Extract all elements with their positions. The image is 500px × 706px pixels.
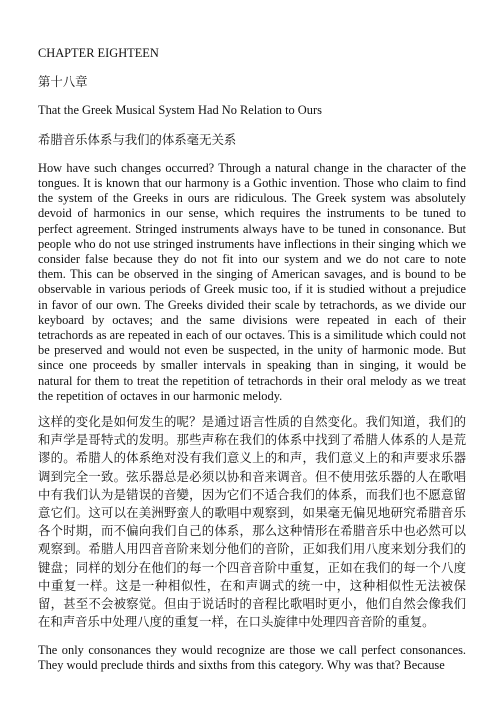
paragraph-1-zh: 这样的变化是如何发生的呢？是通过语言性质的自然变化。我们知道，我们的和声学是哥特式的发明。那些声称在我们的体系中找到了希腊人体系的人是荒谬的。希腊人的体系绝对没有我们意义上的和声，我们意义上的和声要求乐器调到完全一致。弦乐器总是必须以协和音来调音。但不使用弦乐器的人在歌唱中有我们认为是错误的音變，因为它们不适合我们的体系，而我们也不愿意留意它们。这可以在美洲野蛮人的歌唱中观察到，如果毫无偏见地研究希腊音乐各个时期，而不偏向我们自己的体系，那么这种情形在希腊音乐中也必然可以观察到。希腊人用四音音阶来划分他们的音阶，正如我们用八度来划分我们的键盘；同样的划分在他们的每一个四音音阶中重复，正如在我们的每一个八度中重复一样。这是一种相似性，在和声调式的统一中，这种相似性无法被保留，甚至不会被察觉。但由于说话时的音程比歌唱时更小，他们自然会像我们在和声音乐中处理八度的重复一样，在口头旋律中处理四音音阶的重复。 (38, 414, 466, 630)
paragraph-2-en: The only consonances they would recognize are those we call perfect consonances. They would preclude thirds and sixths from this category. Why was that? Because (38, 642, 466, 672)
chapter-title-en: That the Greek Musical System Had No Relation to Ours (38, 103, 322, 118)
paragraph-1-en: How have such changes occurred? Through a natural change in the character of the tongues. It is known that our harmony is a Gothic invention. Those who claim to find the system of the Greeks in ours are ridiculous. The Greek system was absolutely devoid of harmonics in our sense, which requires the instruments to be tuned to perfect agreement. Stringed instruments always have to be tuned in consonance. But people who do not use stringed instruments have inflections in their singing which we consider false because they do not fit into our system and we do not care to note them. This can be observed in the singing of American savages, and is bound to be observable in various periods of Greek music too, if it is studied without a prejudice in favor of our own. The Greeks divided their scale by tetrachords, as we divide our keyboard by octaves; and the same divisions were repeated in each of their tetrachords as are repeated in each of our octaves. This is a similitude which could not be preserved and would not even be suspected, in the unity of harmonic mode. But since one proceeds by smaller intervals in speaking than in singing, it would be natural for them to treat the repetition of tetrachords in their oral melody as we treat the repetition of octaves in our harmonic melody. (38, 160, 466, 403)
chapter-label: CHAPTER EIGHTEEN (38, 46, 159, 60)
chapter-number-zh: 第十八章 (38, 74, 88, 90)
chapter-title-zh: 希腊音乐体系与我们的体系毫无关系 (38, 131, 237, 147)
document-page (38, 46, 466, 673)
